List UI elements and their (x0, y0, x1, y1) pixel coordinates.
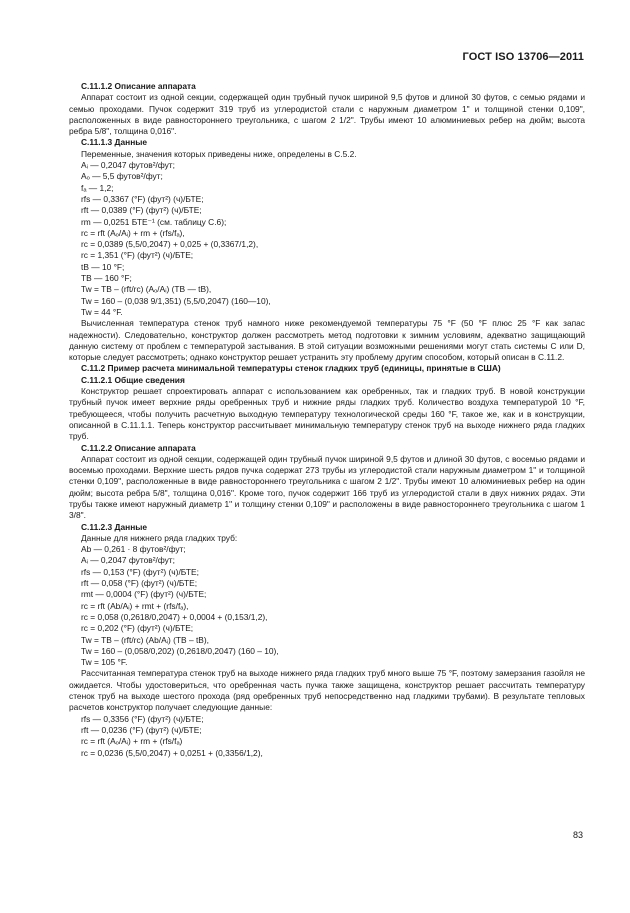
text-line: Tw = 160 – (0,038 9/1,351) (5,5/0,2047) (160—10), (81, 295, 271, 306)
text-line: Aᵢ — 0,2047 футов²/фут; (81, 555, 175, 566)
text-line: Tw = 160 – (0,058/0,202) (0,2618/0,2047) (160 – 10), (81, 645, 279, 656)
text-line: C.11.2.3 Данные (81, 521, 148, 532)
text-line: C.11.2.1 Общие сведения (81, 374, 185, 385)
standard-header: ГОСТ ISO 13706—2011 (462, 51, 584, 63)
text-line: Данные для нижнего ряда гладких труб: (81, 532, 238, 543)
text-line: C.11.1.3 Данные (81, 137, 148, 148)
text-line: rmt — 0,0004 (°F) (фут²) (ч)/БТЕ; (81, 589, 207, 600)
text-line: tB — 10 °F; (81, 261, 125, 272)
text-line: Tw = TB – (rft/rc) (Ab/Aᵢ) (TB – tB), (81, 634, 209, 645)
text-line: rc = 0,202 (°F) (фут²) (ч)/БТЕ; (81, 623, 194, 634)
text-line: Рассчитанная температура стенок труб на выходе нижнего ряда гладких труб много выше 75 °F, поэтому замерзания газойля не ожидается. Чтобы удостовериться, что оребренная часть пучка также защищена, конструктор решает рассчитать температуру стенок труб на выходе шестого прохода (ряд оребренных труб непосредственно над гладкими трубами). В результате тепловых расчетов конструктор получает следующие данные: (69, 668, 585, 713)
text-line: rft — 0,058 (°F) (фут²) (ч)/БТЕ; (81, 578, 198, 589)
text-line: rc = 1,351 (°F) (фут²) (ч)/БТЕ; (81, 250, 194, 261)
text-line: Aᵢ — 0,2047 футов²/фут; (81, 160, 175, 171)
text-line: rc = rft (Aₒ/Aᵢ) + rm + (rfs/fₐ), (81, 227, 185, 238)
text-line: Конструктор решает спроектировать аппарат с использованием как оребренных, так и гладких труб. В новой конструкции трубный пучок имеет верхние ряды оребренных труб и нижние ряды гладких труб. Количество воздуха температурой 10 °F, требующееся, чтобы получить расчетную выходную температуру технологической среды 160 °F, такое же, как и в конструкции, описанной в С.11.1.1. Теперь конструктор рассчитывает минимальную температуру стенок труб на выходе нижнего ряда гладких труб. (69, 386, 585, 442)
text-line: C.11.1.2 Описание аппарата (81, 81, 196, 91)
text-line: rft — 0,0389 (°F) (фут²) (ч)/БТЕ; (81, 205, 202, 216)
text-line: Tw = 105 °F. (81, 657, 128, 668)
text-line: Аппарат состоит из одной секции, содержащей один трубный пучок шириной 9,5 футов и длиной 30 футов, с восемью рядами и восемью проходами. Верхние шесть рядов пучка содержат 273 трубы из углеродистой стали наружным диаметром 1" и толщиной стенки 0,109", расположенные в виде равностороннего треугольника с шагом 2 1/2". Трубы имеют 10 алюминиевых ребер на один дюйм; высота ребра 5/8", толщина 0,016". Кроме того, пучок содержит 166 труб из углеродистой стали в двух нижних рядах. Эти трубы также имеют наружный диаметр 1" и толщину стенки 0,109" и расположены в виде равностороннего треугольника с шагом 1 3/8". (69, 453, 585, 521)
body-text (69, 81, 585, 759)
text-line: Tw = TB – (rft/rc) (Aₒ/Aᵢ) (TB — tB), (81, 284, 212, 295)
text-line: rc = rft (Ab/Aᵢ) + rmt + (rfs/fₐ), (81, 600, 189, 611)
text-line: Ab — 0,261 · 8 футов²/фут; (81, 544, 186, 555)
text-line: TB — 160 °F; (81, 273, 132, 284)
text-line: rc = rft (Aₒ/Aᵢ) + rm + (rfs/fₐ) (81, 736, 183, 747)
text-line: C.11.2 Пример расчета минимальной температуры стенок гладких труб (единицы, принятые в США) (81, 363, 501, 374)
text-line: rm — 0,0251 БТЕ⁻¹ (см. таблицу С.6); (81, 216, 227, 227)
text-line: Вычисленная температура стенок труб намного ниже рекомендуемой температуры 75 °F (50 °F плюс 25 °F как запас надежности). Следовательно, конструктор должен рассмотреть метод подготовки к зимним условиям, адекватно защищающий данную систему от проблем с температурой застывания. В этой ситуации возможными решениями могут стать системы С или D, которые следует рассмотреть; однако конструктор решает устранить эту проблему другим способом, который описан в С.11.2. (69, 318, 585, 363)
text-line: fₐ — 1,2; (81, 182, 114, 193)
text-line: Аппарат состоит из одной секции, содержащей один трубный пучок шириной 9,5 футов и длиной 30 футов, с семью рядами и семью проходами. Пучок содержит 319 труб из углеродистой стали с наружным диаметром 1" и толщиной стенки 0,109", расположенных в виде равностороннего треугольника, с шагом 2 1/2". Трубы имеют 10 алюминиевых ребер на дюйм; высота ребра 5/8", толщина 0,016". (69, 92, 585, 137)
text-line: rft — 0,0236 (°F) (фут²) (ч)/БТЕ; (81, 724, 202, 735)
text-line: Aₒ — 5,5 футов²/фут; (81, 171, 163, 182)
text-line: rfs — 0,3367 (°F) (фут²) (ч)/БТЕ; (81, 193, 204, 204)
text-line: C.11.2.2 Описание аппарата (81, 442, 196, 453)
text-line: rfs — 0,3356 (°F) (фут²) (ч)/БТЕ; (81, 713, 204, 724)
text-line: rc = 0,0389 (5,5/0,2047) + 0,025 + (0,3367/1,2), (81, 239, 259, 250)
text-line: rfs — 0,153 (°F) (фут²) (ч)/БТЕ; (81, 566, 199, 577)
page-number: 83 (572, 830, 583, 840)
text-line: rc = 0,058 (0,2618/0,2047) + 0,0004 + (0,153/1,2), (81, 611, 268, 622)
text-line: Переменные, значения которых приведены ниже, определены в С.5.2. (81, 148, 357, 159)
text-line: Tw = 44 °F. (81, 306, 123, 317)
text-line: rc = 0,0236 (5,5/0,2047) + 0,0251 + (0,3356/1,2), (81, 747, 263, 758)
